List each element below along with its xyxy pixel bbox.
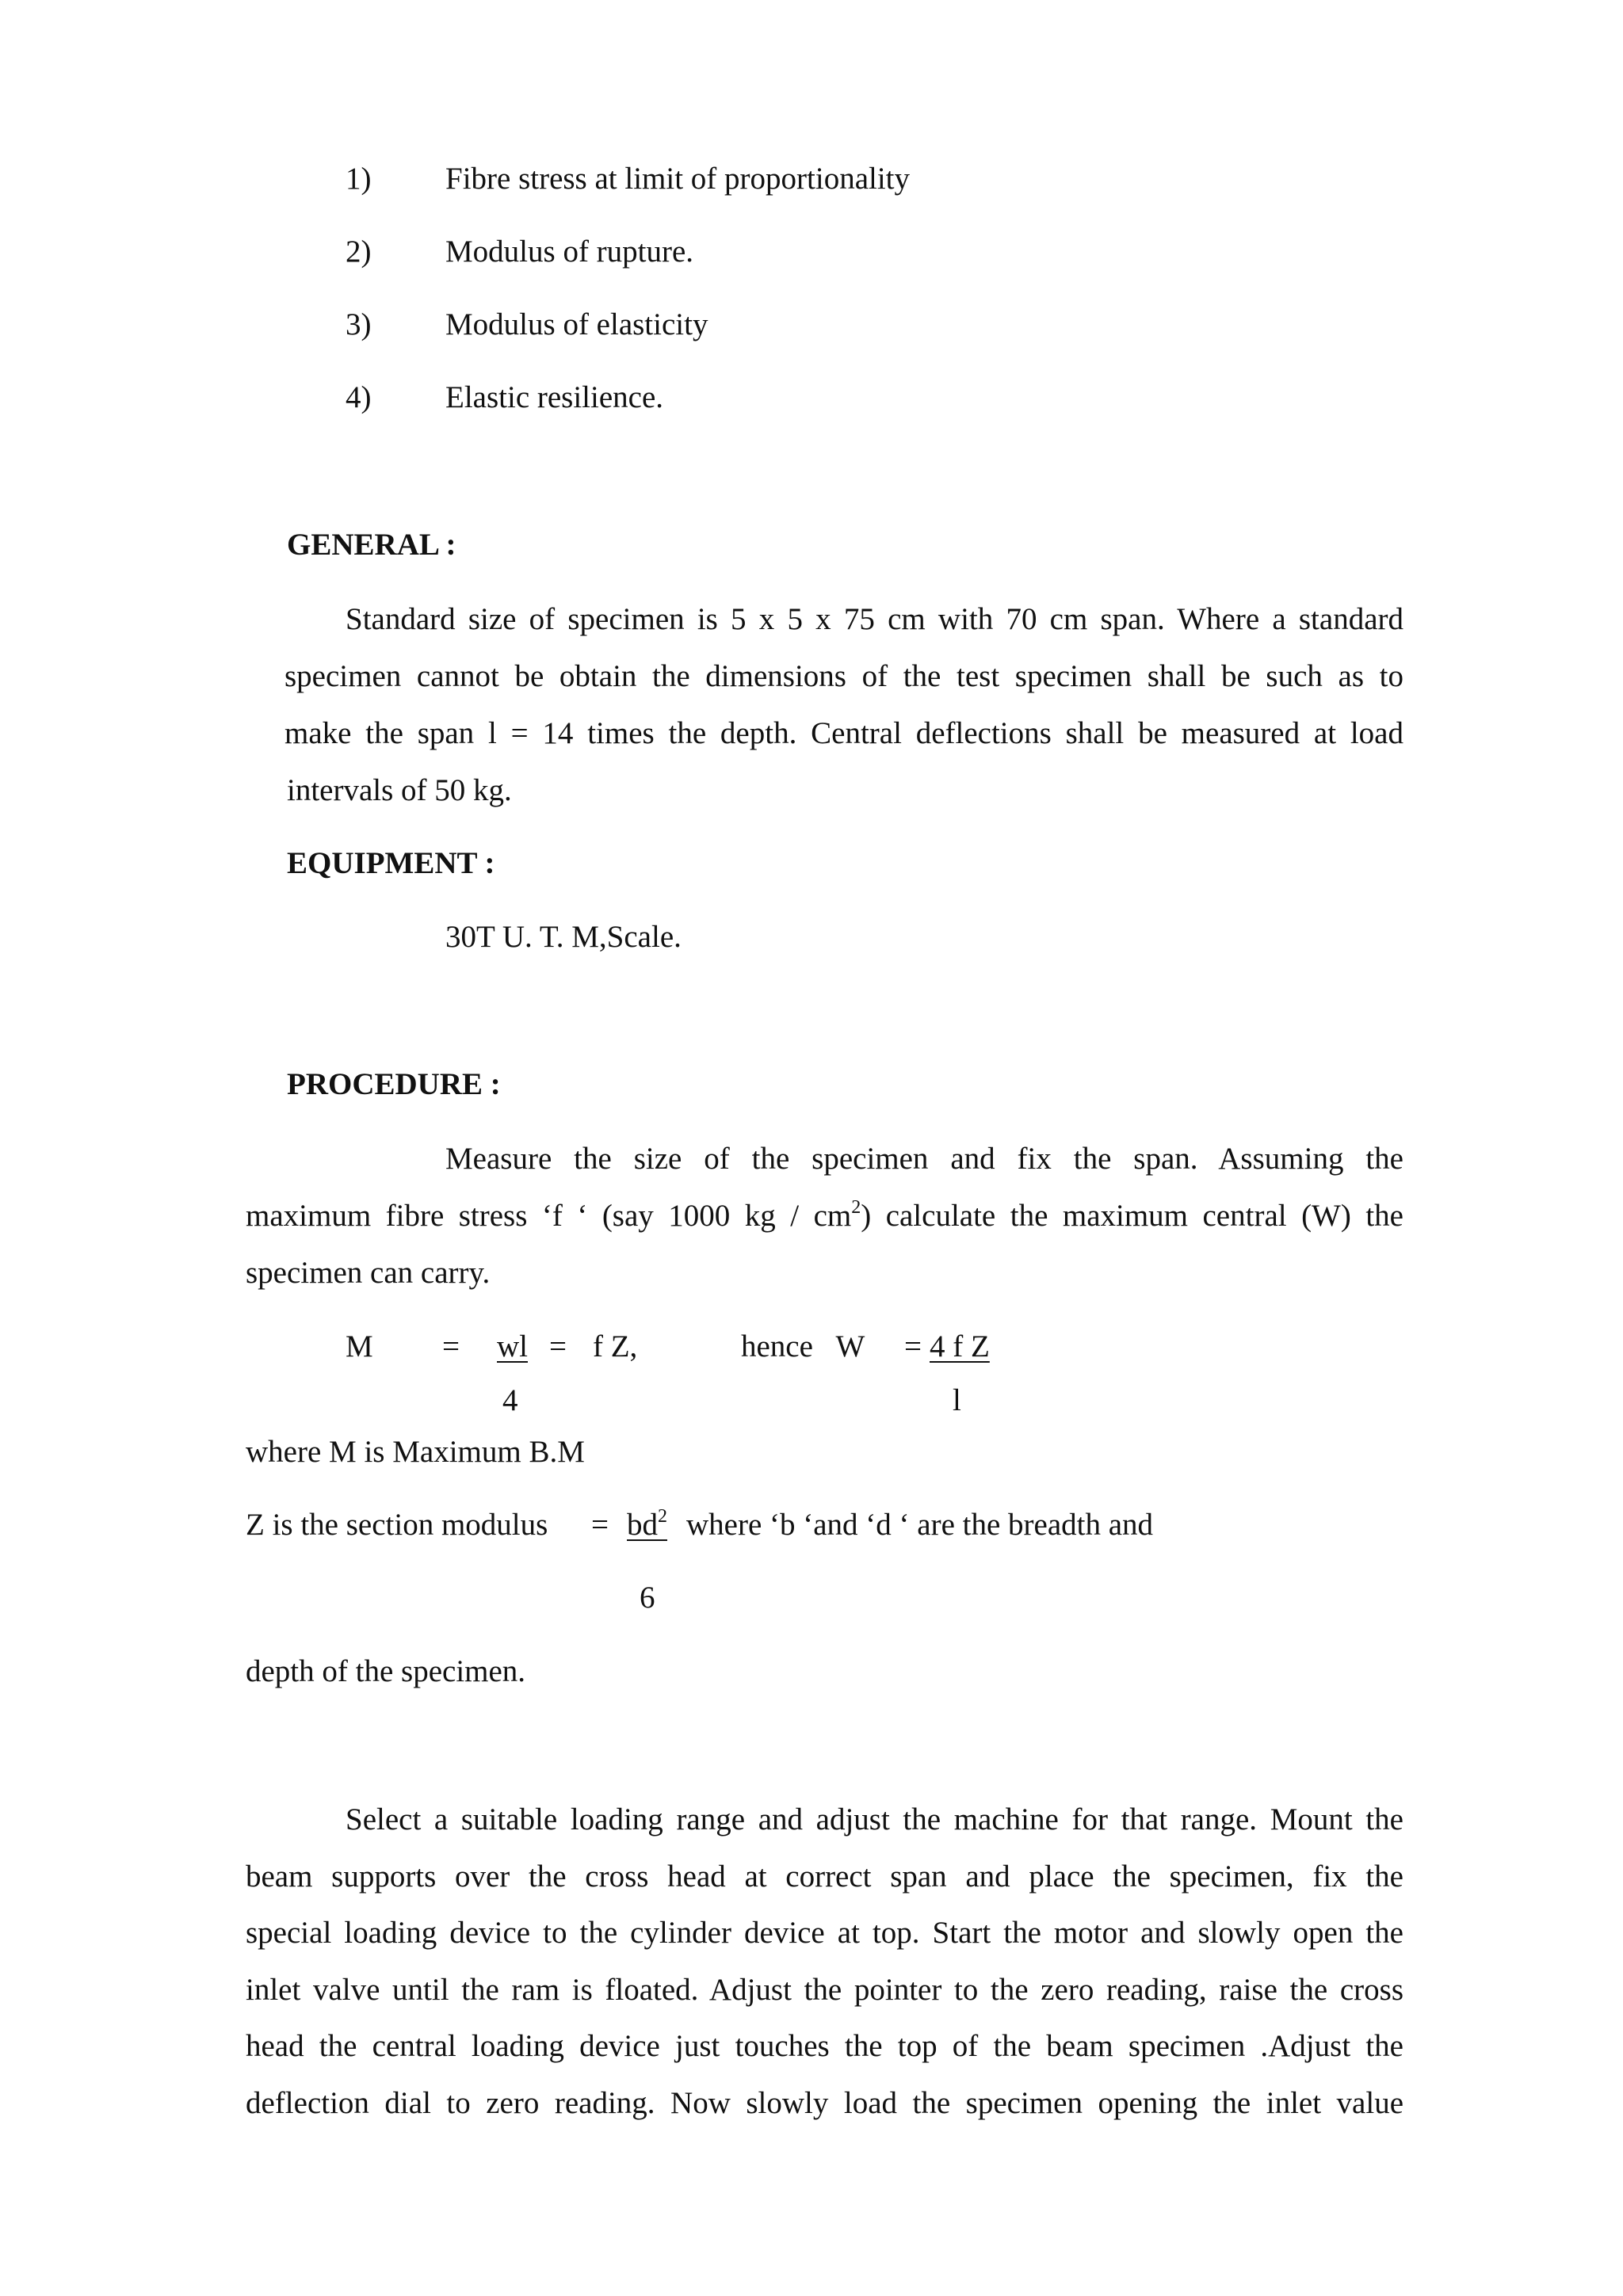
formula-equals: =: [442, 1329, 460, 1363]
list-item: Modulus of elasticity: [445, 307, 708, 341]
z-denominator: 6: [640, 1581, 655, 1615]
procedure-line: beam supports over the cross head at correct span and place the specimen, fix the: [246, 1859, 1403, 1894]
general-line: specimen cannot be obtain the dimensions of the test specimen shall be such as to: [285, 659, 1403, 693]
list-item: Elastic resilience.: [445, 380, 664, 414]
z-bd: $bd^2$: [627, 1506, 667, 1542]
list-number: 3): [346, 307, 372, 341]
formula-hence: hence W: [741, 1329, 865, 1363]
formula-equals: =: [549, 1329, 567, 1363]
superscript: 2: [851, 1197, 861, 1218]
procedure-line: inlet valve until the ram is floated. Adjust the pointer to the zero reading, raise the cross: [246, 1973, 1403, 2007]
depth-line: depth of the specimen.: [246, 1654, 526, 1688]
procedure-line: Measure the size of the specimen and fix the span. Assuming the: [445, 1142, 1403, 1176]
superscript: 2: [658, 1506, 667, 1527]
z-text: Z is the section modulus: [246, 1508, 548, 1542]
formula-fz: f Z,: [593, 1329, 638, 1363]
procedure-text: ) calculate the maximum central (W) the: [861, 1199, 1403, 1233]
procedure-line: special loading device to the cylinder device at top. Start the motor and slowly open the: [246, 1916, 1403, 1950]
list-number: 1): [346, 162, 372, 196]
formula-wl: wl: [497, 1329, 528, 1363]
z-text: where ‘b ‘and ‘d ‘ are the breadth and: [686, 1508, 1154, 1542]
list-number: 2): [346, 235, 372, 269]
formula-denominator: l: [953, 1383, 961, 1417]
general-line: intervals of 50 kg.: [287, 773, 512, 807]
procedure-line: deflection dial to zero reading. Now slowly load the specimen opening the inlet value: [246, 2086, 1403, 2120]
procedure-line: specimen can carry.: [246, 1256, 491, 1290]
procedure-heading: PROCEDURE :: [287, 1067, 501, 1101]
general-line: Standard size of specimen is 5 x 5 x 75 cm with 70 cm span. Where a standard: [346, 602, 1403, 636]
formula-numerator: 4 f Z: [930, 1329, 990, 1363]
equipment-heading: EQUIPMENT :: [287, 846, 495, 880]
general-heading: GENERAL :: [287, 528, 456, 562]
list-item: Modulus of rupture.: [445, 235, 694, 269]
general-line: make the span l = 14 times the depth. Central deflections shall be measured at load: [285, 716, 1403, 750]
procedure-line: [246, 1197, 1403, 1233]
list-item: Fibre stress at limit of proportionality: [445, 162, 911, 196]
formula-m: M: [346, 1329, 373, 1363]
formula-denominator: 4: [502, 1383, 518, 1417]
where-m-line: where M is Maximum B.M: [246, 1435, 585, 1469]
z-equals: =: [591, 1508, 609, 1542]
procedure-text: maximum fibre stress ‘f ‘ (say 1000 kg / cm: [246, 1199, 852, 1233]
equipment-text: 30T U. T. M,Scale.: [445, 920, 682, 954]
procedure-line: head the central loading device just touches the top of the beam specimen .Adjust the: [246, 2029, 1403, 2063]
list-number: 4): [346, 380, 372, 414]
formula-equals: =: [904, 1329, 922, 1363]
procedure-line: Select a suitable loading range and adjust the machine for that range. Mount the: [346, 1802, 1403, 1836]
